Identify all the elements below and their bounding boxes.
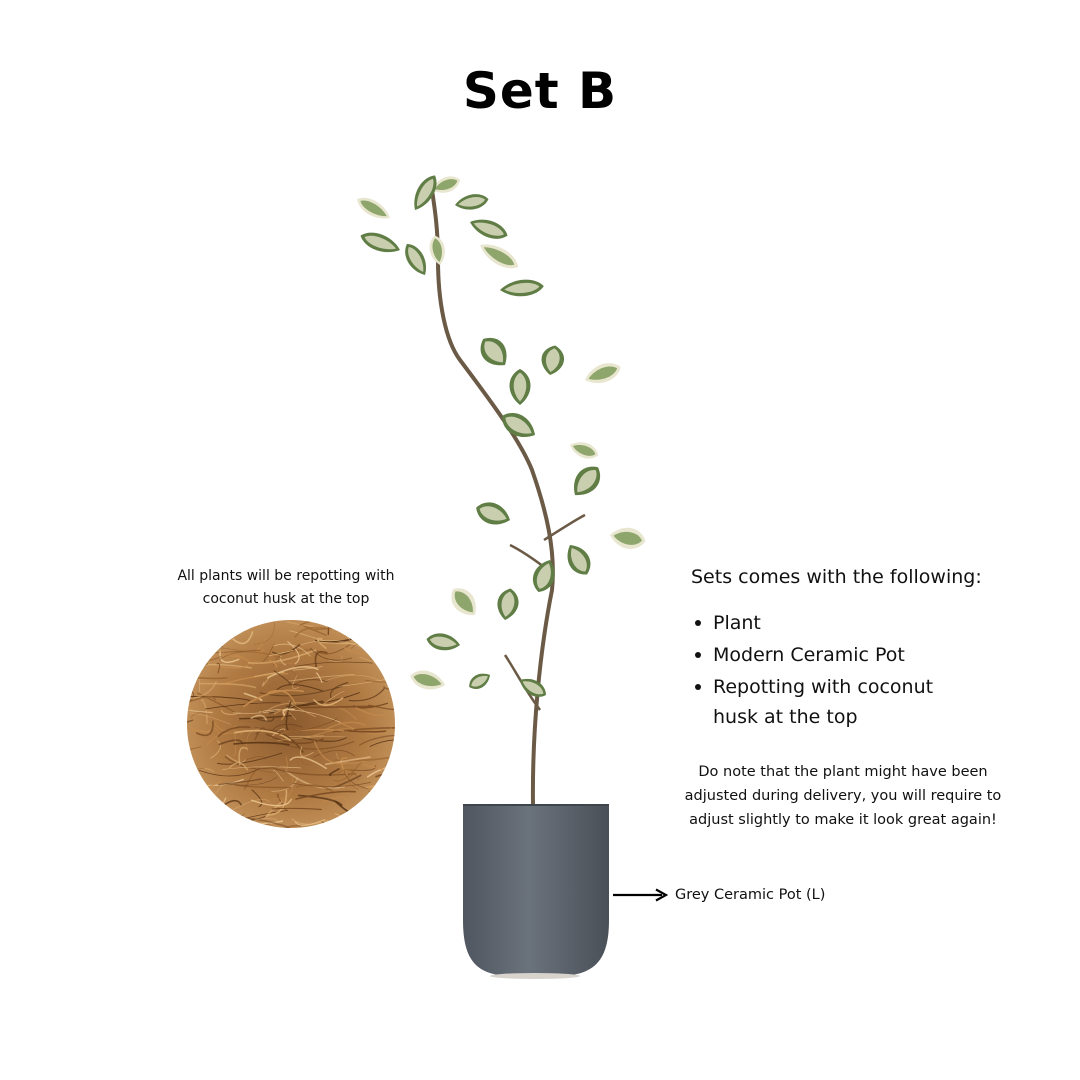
list-item-repotting: Repotting with coconut husk at the top — [691, 672, 953, 732]
list-item-pot: Modern Ceramic Pot — [691, 640, 953, 670]
list-item-plant: Plant — [691, 608, 953, 638]
husk-caption: All plants will be repotting with coconut husk at the top — [177, 568, 395, 607]
arrow-right-icon — [612, 888, 668, 902]
sets-list — [691, 608, 953, 734]
plant-in-grey-pot-image — [320, 150, 680, 990]
grey-ceramic-pot — [463, 805, 609, 976]
pot-callout — [612, 884, 825, 906]
page-title: Set B — [462, 62, 618, 120]
pot-label: Grey Ceramic Pot (L) — [675, 887, 826, 903]
sets-heading: Sets comes with the following: — [691, 566, 982, 588]
delivery-note: Do note that the plant might have been adjusted during delivery, you will require to adjust slightly to make it look great again! — [684, 764, 1002, 828]
